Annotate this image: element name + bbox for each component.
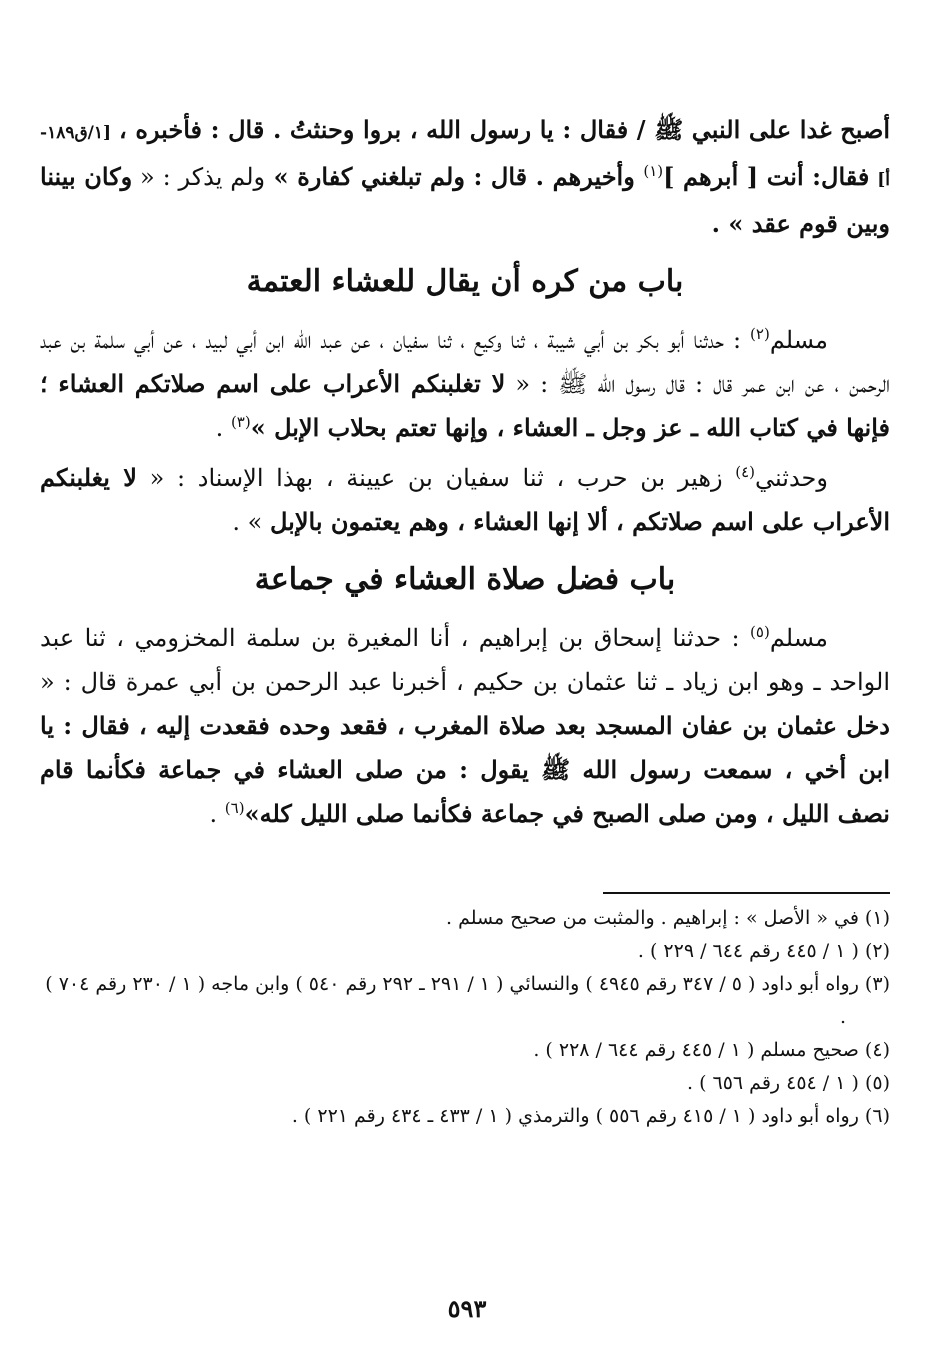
section1-para2: [40, 456, 890, 544]
footnote-4: (٤) صحيح مسلم ( ١ / ٤٤٥ رقم ٦٤٤ / ٢٢٨ ) .: [533, 1039, 890, 1061]
top-line1: أصبح غدا على النبي ﷺ / فقال : يا رسول الله ، بروا وحنثتُ . قال : فأخبره ،: [118, 115, 890, 144]
section1-para2-hadith: لا يغلبنكم الأعراب على اسم صلاتكم ، ألا إنها العشاء ، وهم يعتمون بالإبل: [40, 463, 890, 536]
footnote-2: (٢) ( ١ / ٤٤٥ رقم ٦٤٤ / ٢٢٩ ) .: [637, 940, 890, 962]
top-paragraph: [40, 108, 890, 246]
footnote-5: (٥) ( ١ / ٤٥٤ رقم ٦٥٦ ) .: [686, 1072, 890, 1094]
section1-heading: باب من كره أن يقال للعشاء العتمة: [246, 264, 684, 299]
top-line2: فقال: أنت [ أبرهم ]: [663, 162, 870, 191]
section1-para1-isnad: : حدثنا أبو بكر بن أبي شيبة ، ثنا وكيع ، ثنا سفيان ، عن عبد الله ابن أبي لبيد ، عن أبي سلمة بن عبد الرحمن ، عن ابن عمر قال : قال رسول الله ﷺ : «: [40, 326, 891, 398]
section2-heading: باب فضل صلاة العشاء في جماعة: [254, 562, 676, 597]
section1-para1: [40, 318, 890, 450]
section1-para1-hadith: لا تغلبنكم الأعراب على اسم صلاتكم العشاء ؛ فإنها في كتاب الله ـ عز وجل ـ العشاء ، وإنها تعتم بحلاب الإبل »: [40, 369, 890, 442]
manuscript-folio-note: [١/ق١٨٩-أ]: [40, 123, 891, 190]
section2-para-end: .: [209, 800, 225, 828]
section1-para2-isnad: زهير بن حرب ، ثنا سفيان بن عيينة ، بهذا الإسناد : «: [137, 464, 736, 492]
footnote-ref-1: (١): [643, 162, 664, 180]
top-line2-normal: ولم يذكر : «: [132, 163, 266, 191]
page-number: ٥٩٣: [447, 1294, 487, 1323]
footnote-ref-3: (٣): [230, 413, 251, 431]
footnote-ref-2: (٢): [750, 325, 770, 343]
section2-para-isnad: : حدثنا إسحاق بن إبراهيم ، أنا المغيرة بن سلمة المخزومي ، ثنا عبد الواحد ـ وهو ابن زياد ـ ثنا عثمان بن حكيم ، أخبرنا عبد الرحمن بن أبي عمرة قال : «: [40, 624, 890, 696]
footnote-3: (٣) رواه أبو داود ( ٥ / ٣٤٧ رقم ٤٩٤٥ ) والنسائي ( ١ / ٢٩١ ـ ٢٩٢ رقم ٥٤٠ ) وابن ماجه ( ١ / ٢٣٠ رقم ٧٠٤ ) .: [45, 973, 890, 1028]
footnote-separator: [603, 892, 890, 894]
footnotes-list: [40, 902, 890, 1133]
footnote-ref-6: (٦): [224, 799, 245, 817]
section2-para: [40, 616, 890, 836]
footnote-ref-4: (٤): [735, 463, 756, 481]
section2-para-hadith: دخل عثمان بن عفان المسجد بعد صلاة المغرب ، فقعد وحده فقعدت إليه ، فقال : يا ابن أخي ، سمعت رسول الله ﷺ يقول : من صلى العشاء في جماعة فكأنما قام نصف الليل ، ومن صلى الصبح في جماعة فكأنما صلى الليل كله»: [40, 711, 890, 828]
section1-para1-end: .: [215, 414, 231, 442]
footnote-ref-5: (٥): [750, 623, 770, 641]
section1-para1-start: مسلم: [769, 326, 828, 354]
top-line2-b: وأخيرهم . قال : ولم تبلغني كفارة »: [265, 162, 644, 191]
section1-para2-end: » .: [232, 508, 270, 536]
section2-para-start: مسلم: [769, 624, 828, 652]
footnote-6: (٦) رواه أبو داود ( ١ / ٤١٥ رقم ٥٥٦ ) والترمذي ( ١ / ٤٣٣ ـ ٤٣٤ رقم ٢٢١ ) .: [291, 1105, 890, 1127]
section1-para2-start: وحدثني: [755, 464, 828, 492]
main-text: [40, 108, 890, 836]
footnote-1: (١) في « الأصل » : إبراهيم . والمثبت من صحيح مسلم .: [446, 907, 890, 929]
top-line2-c: وكان بيننا وبين قوم عقد » .: [40, 162, 890, 238]
